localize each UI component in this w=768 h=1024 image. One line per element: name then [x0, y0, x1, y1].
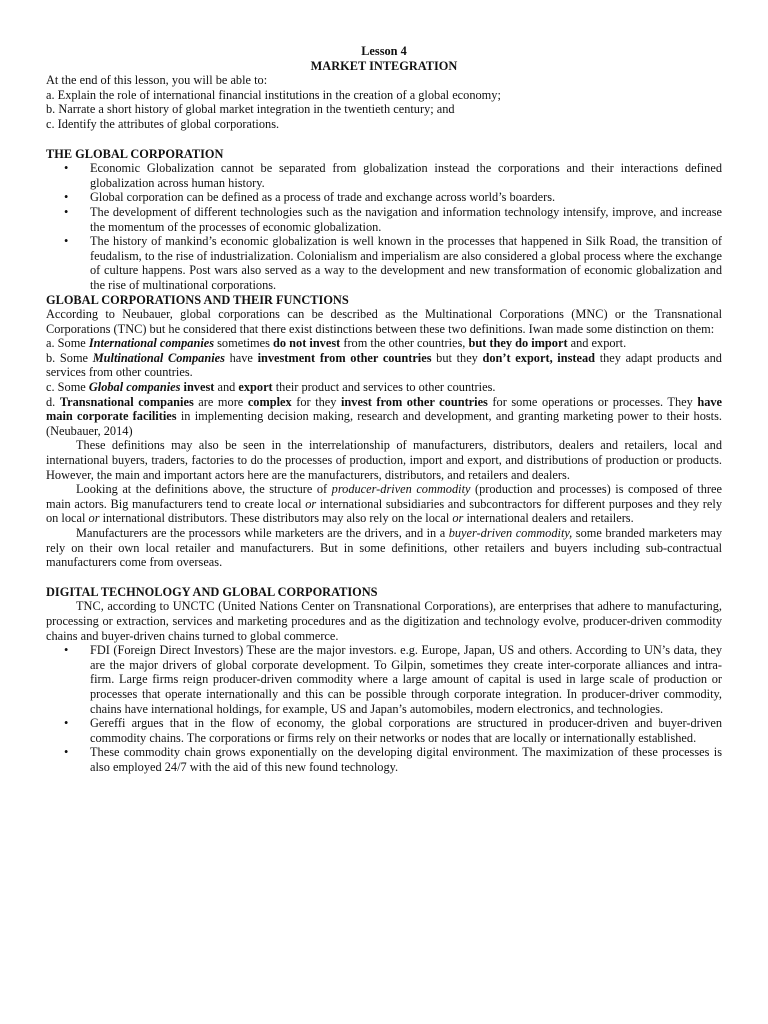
bullet-icon: • [64, 716, 69, 731]
list-item: • Gereffi argues that in the flow of economy, the global corporations are structured in producer-driven and buyer-driven commodity chains. The corporations or firms rely on their networks or nodes that are locally or internationally established. [64, 716, 722, 745]
objective-item: b. Narrate a short history of global market integration in the twentieth century; and [46, 102, 455, 117]
bullet-icon: • [64, 643, 69, 658]
definition-item-d: d. Transnational companies are more complex for they invest from other countries for some operations or processes. They have main corporate facilities in implementing decision making, research and development, and granting marketing power to their hosts. (Neubauer, 2014) [46, 394, 723, 438]
list-item: • Global corporation can be defined as a process of trade and exchange across world’s boarders. [64, 190, 556, 205]
section-heading-functions: GLOBAL CORPORATIONS AND THEIR FUNCTIONS [46, 292, 349, 307]
digital-intro: TNC, according to UNCTC (United Nations Center on Transnational Corporations), are enterprises that adhere to manufacturing, processing or extraction, services and marketing procedures and as the digitization and technology evolve, producer-driven commodity chains and buyer-driven chains turned to global commerce. [46, 599, 722, 643]
section-heading-digital-technology: DIGITAL TECHNOLOGY AND GLOBAL CORPORATIONS [46, 584, 378, 599]
list-item: • The development of different technologies such as the navigation and information technology intensify, improve, and increase the momentum of the processes of economic globalization. [64, 204, 722, 234]
section-heading-global-corporation: THE GLOBAL CORPORATION [46, 146, 224, 161]
objectives-intro: At the end of this lesson, you will be able to: [46, 73, 268, 88]
list-item: • Economic Globalization cannot be separated from globalization instead the corporations and their interactions defined globalization across human history. [64, 161, 722, 190]
definition-item-b: b. Some Multinational Companies have investment from other countries but they don’t export, instead they adapt products and services from other countries. [46, 350, 722, 380]
document-body [46, 44, 722, 775]
bullet-icon: • [64, 745, 69, 760]
functions-intro: According to Neubauer, global corporations can be described as the Multinational Corporations (MNC) or the Transnational Corporations (TNC) but he considered that there exist distinctions between these two definitions. Iwan made some distinction on them: [46, 307, 722, 336]
bullet-icon: • [64, 204, 69, 219]
definition-item-c: c. Some Global companies invest and export their product and services to other countries. [46, 380, 496, 395]
bullet-icon: • [64, 161, 69, 176]
paragraph-buyer-driven: Manufacturers are the processors while marketers are the drivers, and in a buyer-driven commodity, some branded marketers may rely on their own local retailer and manufacturers. But in some definitions, other retailers and buyers including sub-contractual manufacturers come from overseas. [46, 526, 722, 570]
definition-item-a: a. Some International companies sometimes do not invest from the other countries, but they do import and export. [46, 336, 627, 351]
lesson-number: Lesson 4 [361, 44, 407, 58]
lesson-title: MARKET INTEGRATION [310, 58, 458, 73]
list-item: • The history of mankind’s economic globalization is well known in the processes that happened in Silk Road, the transition of feudalism, to the rise of industrialization. Colonialism and imperialism are also considered a global process where the exchange of culture happens. Post wars also served as a way to the development and new transformation of economic globalization and the rise of multinational corporations. [64, 234, 722, 292]
global-corporation-bullets [46, 161, 722, 292]
objectives [46, 73, 722, 131]
bullet-icon: • [64, 234, 69, 249]
digital-bullets [46, 643, 722, 774]
paragraph-interrelationship: These definitions may also be seen in the interrelationship of manufacturers, distributors, dealers and retailers, local and international buyers, traders, factories to do the processes of production, import and export, and distributions of production or products. However, the main and important actors here are the manufacturers, distributors, and retailers and dealers. [46, 438, 722, 482]
bullet-icon: • [64, 190, 69, 205]
paragraph-producer-driven: Looking at the definitions above, the structure of producer-driven commodity (production and processes) is composed of three main actors. Big manufacturers tend to create local or international subsidiaries and subcontractors for different purposes and they rely on local or international distributors. These distributors may also rely on the local or international dealers and retailers. [46, 482, 722, 526]
objective-item: c. Identify the attributes of global corporations. [46, 116, 280, 131]
objective-item: a. Explain the role of international financial institutions in the creation of a global economy; [46, 87, 501, 102]
list-item: • FDI (Foreign Direct Investors) These are the major investors. e.g. Europe, Japan, US and others. According to UN’s data, they are the major drivers of global corporate development. To Gilpin, sometimes they create inter-corporate alliances and intra-firm. Large firms reign producer-driven commodity where a large amount of capital is used in large scale of production or processes that operate internationally and this can be possible through corporate integration. In producer-driver commodity, chains have international holdings, for example, US and Japan’s automobiles, modern electronics, and technologies. [64, 643, 722, 716]
list-item: • These commodity chain grows exponentially on the developing digital environment. The maximization of these processes is also employed 24/7 with the aid of this new found technology. [64, 745, 722, 774]
